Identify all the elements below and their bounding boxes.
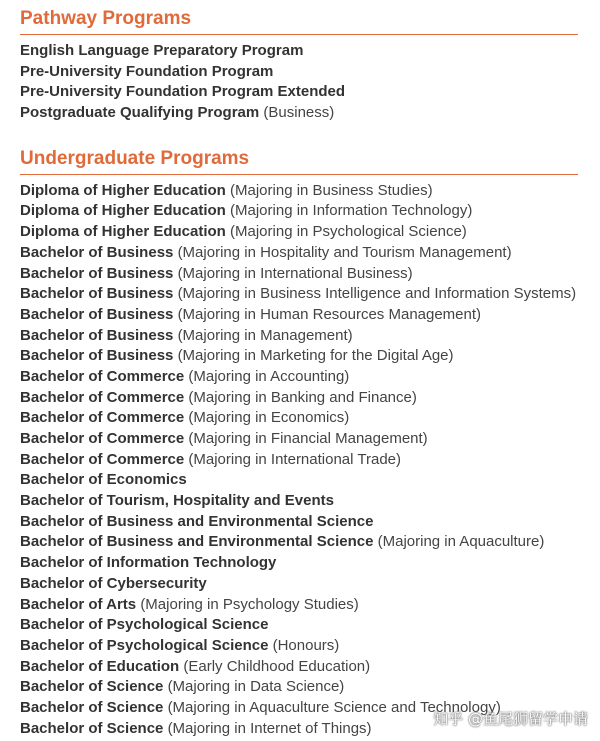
program-item [20,388,578,409]
program-name: Diploma of Higher Education [20,202,226,220]
program-item [20,574,578,595]
program-name: Bachelor of Business [20,243,174,261]
program-item [20,553,578,574]
program-item [20,264,578,285]
program-detail: (Majoring in Business Studies) [230,181,433,199]
program-item [20,470,578,491]
program-detail: (Majoring in Psychology Studies) [140,595,359,613]
program-name: Bachelor of Business [20,264,174,282]
program-item [20,636,578,657]
program-detail: (Majoring in Information Technology) [230,202,473,220]
program-detail: (Majoring in Internet of Things) [167,719,372,737]
program-detail: (Majoring in Economics) [188,409,350,427]
program-item [20,615,578,636]
program-detail: (Majoring in Business Intelligence and Information Systems) [177,285,577,303]
program-name: Bachelor of Science [20,698,164,716]
program-name: Postgraduate Qualifying Program [20,104,260,122]
program-item [20,367,578,388]
program-item [20,346,578,367]
program-detail: (Majoring in Hospitality and Tourism Management) [177,243,512,261]
program-item [20,222,578,243]
program-item [20,429,578,450]
program-item [20,201,578,222]
program-detail: (Honours) [272,636,340,654]
program-name: Bachelor of Business [20,347,174,365]
program-item [20,284,578,305]
programs-document [20,0,578,739]
program-detail: (Business) [263,104,335,122]
watermark-text: 知乎 @鱼尾狮留学申请 [433,710,588,728]
pathway-list [20,41,578,124]
undergraduate-title: Undergraduate Programs [20,147,250,169]
program-detail: (Majoring in Accounting) [188,367,350,385]
program-detail: (Majoring in Banking and Finance) [188,388,417,406]
program-item [20,532,578,553]
program-detail: (Early Childhood Education) [183,657,371,675]
program-name: Pre-University Foundation Program [20,62,274,80]
program-detail: (Majoring in Human Resources Management) [177,305,482,323]
program-detail: (Majoring in Management) [177,326,353,344]
program-detail: (Majoring in International Trade) [188,450,401,468]
program-name: Bachelor of Business and Environmental Science [20,512,374,530]
program-item [20,595,578,616]
program-detail: (Majoring in Marketing for the Digital Age) [177,347,454,365]
program-name: Bachelor of Commerce [20,430,185,447]
program-item [20,491,578,512]
program-name: English Language Preparatory Program [20,42,304,59]
program-name: Bachelor of Psychological Science [20,616,269,634]
program-name: Bachelor of Commerce [20,450,185,468]
program-item [20,677,578,698]
program-item [20,41,578,62]
program-name: Pre-University Foundation Program Extended [20,83,346,101]
program-detail: (Majoring in Data Science) [167,678,345,696]
program-name: Bachelor of Education [20,657,180,675]
program-item [20,450,578,471]
program-name: Bachelor of Psychological Science [20,636,269,654]
program-detail: (Majoring in Aquaculture) [377,533,545,551]
program-name: Bachelor of Science [20,719,164,737]
program-item [20,657,578,678]
program-item [20,243,578,264]
program-item [20,512,578,533]
program-item [20,62,578,83]
program-item [20,408,578,429]
program-item [20,103,578,124]
program-item [20,326,578,347]
program-name: Bachelor of Commerce [20,388,185,406]
undergraduate-list [20,181,578,740]
program-name: Bachelor of Tourism, Hospitality and Events [20,492,334,510]
program-item [20,181,578,202]
program-name: Bachelor of Science [20,678,164,696]
program-name: Bachelor of Economics [20,471,187,489]
program-detail: (Majoring in Financial Management) [188,430,428,447]
program-name: Bachelor of Business and Environmental Science [20,533,374,551]
program-item [20,305,578,326]
program-detail: (Majoring in Aquaculture Science and Technology) [167,698,501,716]
program-name: Bachelor of Arts [20,595,137,613]
program-name: Bachelor of Business [20,326,174,344]
program-detail: (Majoring in Psychological Science) [230,223,467,241]
program-name: Diploma of Higher Education [20,181,226,199]
program-detail: (Majoring in International Business) [177,264,413,282]
program-name: Bachelor of Cybersecurity [20,574,207,592]
program-name: Bachelor of Information Technology [20,554,277,572]
program-name: Bachelor of Business [20,285,174,303]
program-item [20,82,578,103]
pathway-divider [20,34,578,35]
program-name: Bachelor of Commerce [20,409,185,427]
program-name: Diploma of Higher Education [20,223,226,241]
pathway-title: Pathway Programs [20,8,192,29]
program-name: Bachelor of Business [20,305,174,323]
program-name: Bachelor of Commerce [20,367,185,385]
undergraduate-divider [20,174,578,175]
